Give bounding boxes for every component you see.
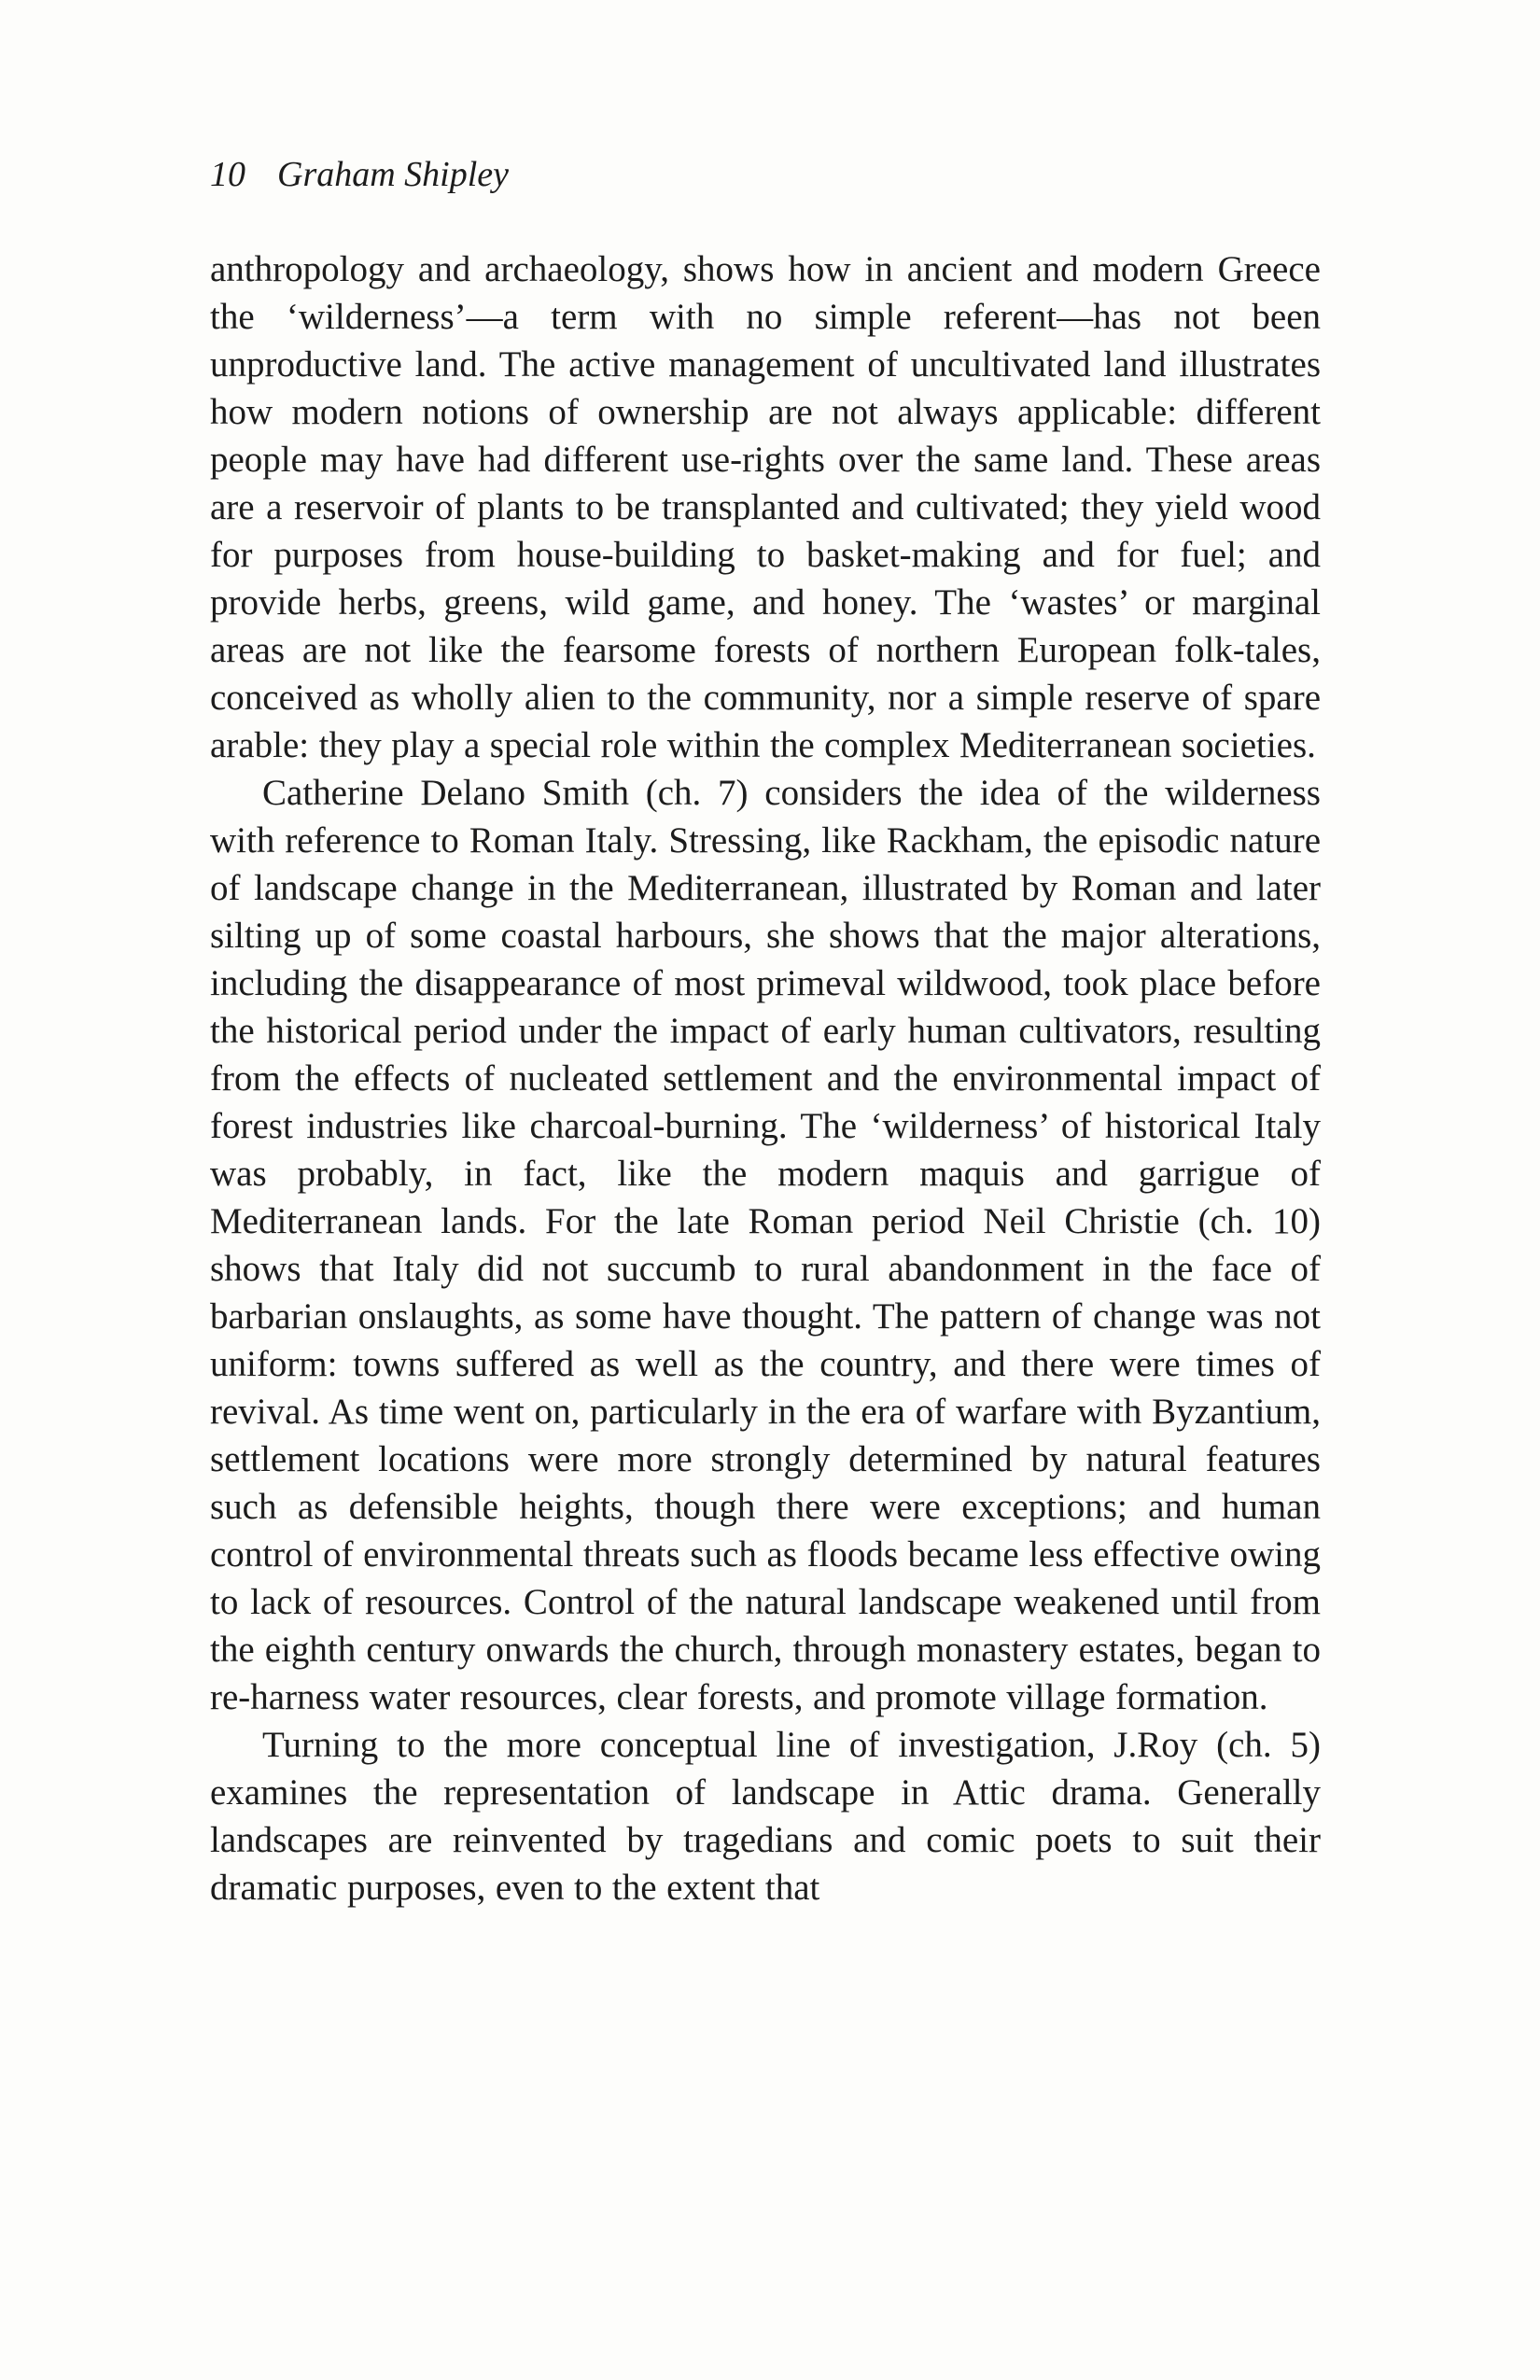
running-header (210, 154, 1321, 197)
running-head-title: Graham Shipley (277, 155, 510, 194)
page-number: 10 (210, 155, 245, 194)
body-paragraph-2: Catherine Delano Smith (ch. 7) considers the idea of the wilderness with reference to Roman Italy. Stressing, like Rackham, the episodic nature of landscape change in the Mediterranean, illustrated by Roman and later silting up of some coastal harbours, she shows that the major alterations, including the disappearance of most primeval wildwood, took place before the historical period under the impact of early human cultivators, resulting from the effects of nucleated settlement and the environmental impact of forest industries like charcoal-burning. The ‘wilderness’ of historical Italy was probably, in fact, like the modern maquis and garrigue of Mediterranean lands. For the late Roman period Neil Christie (ch. 10) shows that Italy did not succumb to rural abandonment in the face of barbarian onslaughts, as some have thought. The pattern of change was not uniform: towns suffered as well as the country, and there were times of revival. As time went on, particularly in the era of warfare with Byzantium, settlement locations were more strongly determined by natural features such as defensible heights, though there were exceptions; and human control of environmental threats such as floods became less effective owing to lack of resources. Control of the natural landscape weakened until from the eighth century onwards the church, through monastery estates, began to re-harness water resources, clear forests, and promote village formation. (210, 772, 1321, 1717)
body-paragraph-3: Turning to the more conceptual line of investigation, J.Roy (ch. 5) examines the representation of landscape in Attic drama. Generally landscapes are reinvented by tragedians and comic poets to suit their dramatic purposes, even to the extent that (210, 1724, 1321, 1908)
body-paragraph-1: anthropology and archaeology, shows how in ancient and modern Greece the ‘wilderness’—a term with no simple referent—has not been unproductive land. The active management of uncultivated land illustrates how modern notions of ownership are not always applicable: different people may have had different use-rights over the same land. These areas are a reservoir of plants to be transplanted and cultivated; they yield wood for purposes from house-building to basket-making and for fuel; and provide herbs, greens, wild game, and honey. The ‘wastes’ or marginal areas are not like the fearsome forests of northern European folk-tales, conceived as wholly alien to the community, nor a simple reserve of spare arable: they play a special role within the complex Mediterranean societies. (210, 248, 1321, 765)
body-text (210, 245, 1321, 1911)
